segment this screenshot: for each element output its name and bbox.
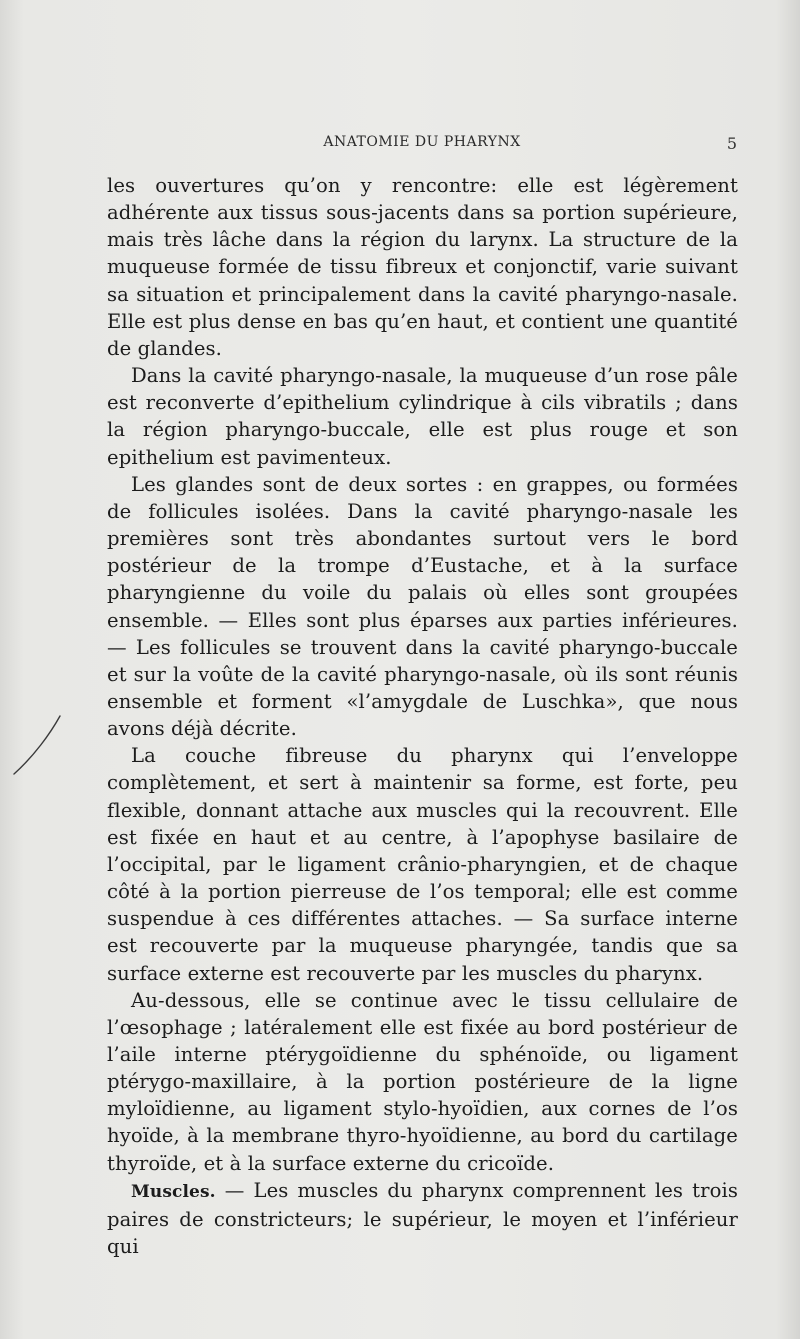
paragraph-4: La couche fibreuse du pharynx qui l’enveloppe complètement, et sert à maintenir sa forme, est forte, peu flexible, donnant attache aux muscles qui la recouvrent. Elle est fixée en haut et au centre, à l’apophyse basilaire de l’occipital, par le ligament crânio-pharyngien, et de chaque côté à la portion pierreuse de l’os temporal; elle est comme suspendue à ces différentes attaches. — Sa surface interne est recouverte par la muqueuse pharyngée, tandis que sa surface externe est recouverte par les muscles du pharynx.: [107, 744, 738, 985]
running-title: ANATOMIE DU PHARYNX: [323, 134, 521, 150]
margin-pencil-mark: [8, 712, 68, 782]
paragraph-2: Dans la cavité pharyngo-nasale, la muqueuse d’un rose pâle est reconverte d’epithelium cylindrique à cils vibratils ; dans la région pharyngo-buccale, elle est plus rouge et son epithelium est pavimenteux.: [107, 364, 738, 469]
body-text: [107, 172, 738, 1260]
paragraph-5: Au-dessous, elle se continue avec le tissu cellulaire de l’œsophage ; latéralement elle est fixée au bord postérieur de l’aile interne ptérygoïdienne du sphénoïde, ou ligament ptérygo-maxillaire, à la portion postérieure de la ligne myloïdienne, au ligament stylo-hyoïdien, aux cornes de l’os hyoïde, à la membrane thyro-hyoïdienne, au bord du cartilage thyroïde, et à la surface externe du cricoïde.: [107, 988, 738, 1175]
paragraph-3: Les glandes sont de deux sortes : en grappes, ou formées de follicules isolées. Dans la cavité pharyngo-nasale les premières sont très abondantes surtout vers le bord postérieur de la trompe d’Eustache, et à la surface pharyngienne du voile du palais où elles sont groupées ensemble. — Elles sont plus éparses aux parties inférieures. — Les follicules se trouvent dans la cavité pharyngo-buccale et sur la voûte de la cavité pharyngo-nasale, où ils sont réunis ensemble et forment «l’amygdale de Luschka», que nous avons déjà décrite.: [107, 472, 738, 741]
section-heading-muscles: Muscles.: [131, 1181, 216, 1202]
page-number: 5: [726, 134, 737, 153]
paragraph-6-text: — Les muscles du pharynx comprennent les trois paires de constricteurs; le supérieur, le moyen et l’inférieur qui: [107, 1178, 738, 1259]
running-head: [107, 134, 737, 154]
paragraph-6: [107, 1177, 738, 1260]
paragraph-1: les ouvertures qu’on y rencontre: elle est légèrement adhérente aux tissus sous-jacents dans sa portion supérieure, mais très lâche dans la région du larynx. La structure de la muqueuse formée de tissu fibreux et conjonctif, varie suivant sa situation et principalement dans la cavité pharyngo-nasale. Elle est plus dense en bas qu’en haut, et contient une quantité de glandes.: [107, 174, 738, 360]
